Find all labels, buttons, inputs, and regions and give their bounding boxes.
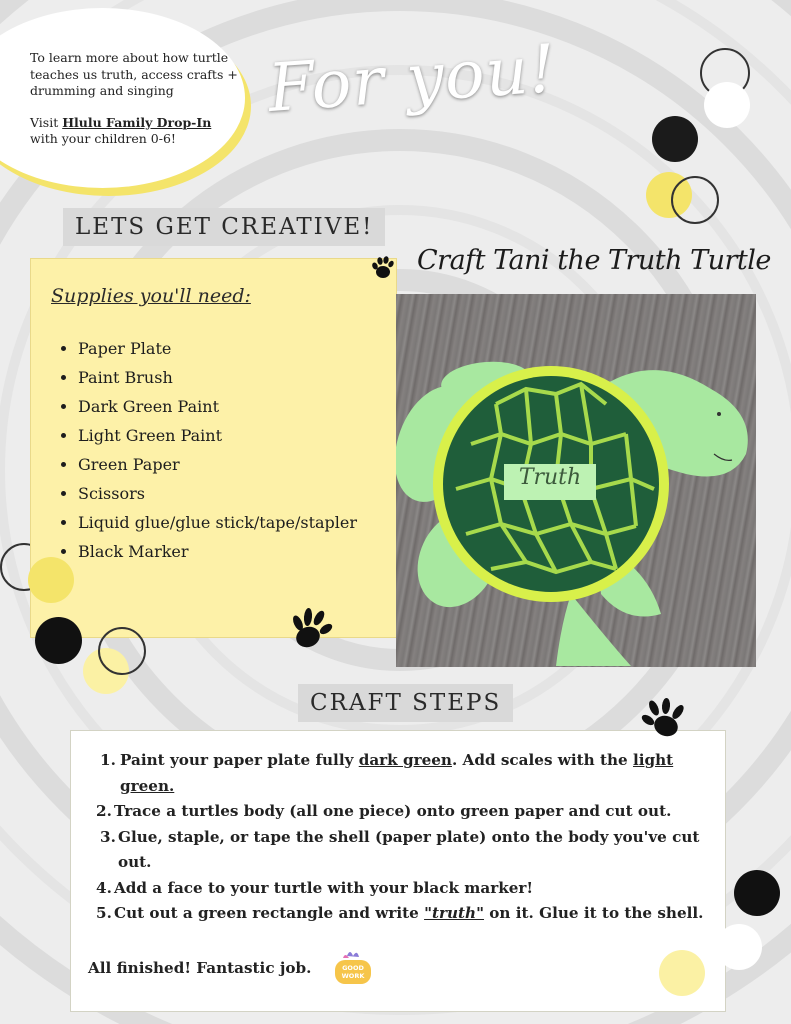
decor-dot (734, 870, 780, 916)
step-emphasis: dark green (358, 751, 452, 769)
turtle-photo (396, 294, 756, 667)
supplies-list (56, 334, 378, 566)
steps-heading: CRAFT STEPS (298, 684, 513, 722)
paw-icon (640, 696, 688, 744)
visit-prefix: Visit (30, 114, 63, 130)
list-item: • Liquid glue/glue stick/tape/stapler (78, 508, 378, 537)
list-item: • Black Marker (78, 537, 378, 566)
good-work-badge-icon (333, 948, 373, 986)
step-item (96, 799, 716, 825)
decor-dot (35, 617, 82, 664)
step-item (96, 876, 716, 902)
finished-text: All finished! Fantastic job. (88, 959, 312, 977)
truth-label: Truth (518, 465, 582, 490)
list-item: • Green Paper (78, 450, 378, 479)
badge-line2: WORK (341, 972, 365, 980)
step-text: . Add scales with the (451, 751, 633, 769)
creative-heading: LETS GET CREATIVE! (63, 208, 385, 246)
step-emphasis: "truth" (424, 904, 485, 922)
step-text: Paint your paper plate fully (120, 751, 359, 769)
step-number: 2. (96, 802, 112, 820)
step-text: Glue, staple, or tape the shell (paper plate) onto the body you've cut out. (118, 827, 700, 871)
steps-list (96, 748, 716, 927)
step-text: on it. Glue it to the shell. (484, 904, 704, 922)
step-item (96, 901, 716, 927)
paw-icon (370, 255, 394, 281)
list-item: • Light Green Paint (78, 421, 378, 450)
step-number: 4. (96, 878, 112, 897)
decor-dot (652, 116, 698, 162)
step-number: 1. (100, 751, 116, 769)
paw-icon (288, 605, 336, 653)
decor-dot (704, 82, 750, 128)
info-bubble-text (30, 50, 245, 148)
list-item: • Paint Brush (78, 363, 378, 392)
step-item (96, 825, 716, 876)
list-item: • Scissors (78, 479, 378, 508)
dropin-link[interactable]: Hlulu Family Drop-In (62, 114, 212, 130)
decor-dot (659, 950, 705, 996)
step-emphasis: light green. (120, 751, 674, 795)
step-item (96, 748, 716, 799)
badge-line1: GOOD (342, 964, 364, 972)
decor-dot (98, 627, 146, 675)
step-number: 5. (96, 904, 112, 922)
children-line: with your children 0-6! (30, 131, 176, 146)
craft-title: Craft Tani the Truth Turtle (417, 245, 771, 276)
decor-dot (671, 176, 719, 224)
list-item: • Paper Plate (78, 334, 378, 363)
supplies-title: Supplies you'll need: (51, 285, 251, 307)
step-text: Trace a turtles body (all one piece) onto green paper and cut out. (114, 802, 672, 820)
step-number: 3. (100, 827, 116, 846)
page-title: For you! (265, 30, 559, 127)
list-item: • Dark Green Paint (78, 392, 378, 421)
step-text: Cut out a green rectangle and write (114, 904, 425, 922)
info-line: To learn more about how turtle teaches us truth, access crafts + drumming and singing (30, 50, 238, 98)
decor-dot (716, 924, 762, 970)
step-text: Add a face to your turtle with your black marker! (114, 878, 534, 897)
